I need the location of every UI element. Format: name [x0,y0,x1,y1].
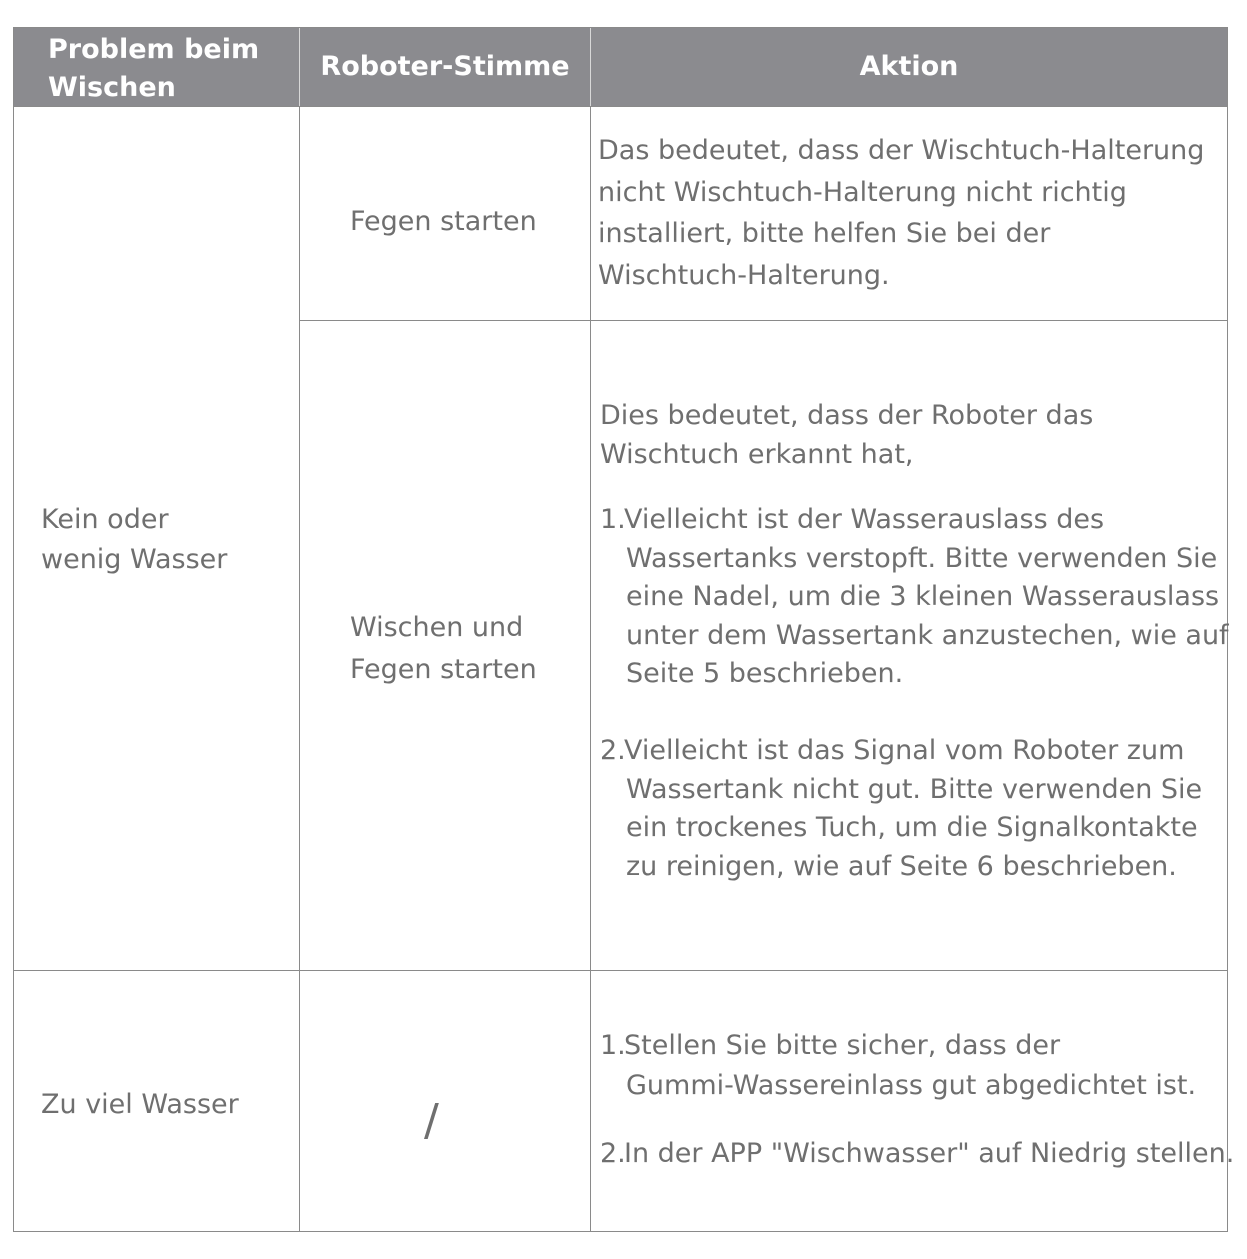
grid-line [300,320,1227,321]
problem-line: wenig Wasser [41,544,228,575]
action-line: unter dem Wassertank anzustechen, wie auf [626,619,1229,651]
grid-line [14,106,1227,107]
grid-line [299,106,300,1232]
action-cell-mop-holder [598,130,1204,296]
header-problem [48,31,288,107]
voice-line: Fegen starten [350,653,537,685]
voice-line: Wischen und [350,612,524,643]
action-line: Wischtuch erkannt hat, [600,439,914,470]
item-body [626,771,1202,887]
action-line [624,1026,1060,1066]
action-line [624,732,1184,771]
header-voice [300,48,590,88]
action-line [624,1134,1234,1174]
header-problem-line: Wischen [48,72,176,103]
action-line: zu reinigen, wie auf Seite 6 beschrieben. [626,850,1177,882]
item-number: 1. [600,504,626,535]
action-item-1 [600,1026,1220,1106]
voice-cell-sweep [350,202,537,242]
action-line: Vielleicht ist der Wasserauslass des [624,504,1105,535]
problem-cell-too-much-water [41,1085,239,1125]
item-body [626,1066,1196,1106]
action-line: In der APP "Wischwasser" auf Niedrig stellen. [624,1138,1235,1169]
voice-slash: / [424,1095,439,1146]
header-action-label: Aktion [859,51,959,82]
problem-line: Zu viel Wasser [41,1089,239,1120]
troubleshooting-table [13,27,1235,1232]
action-line: Vielleicht ist das Signal vom Roboter zum [624,735,1185,766]
action-line: Dies bedeutet, dass der Roboter das [600,400,1094,431]
action-line: Wassertanks verstopft. Bitte verwenden Sie [626,542,1218,574]
action-intro [600,396,1093,474]
problem-line: Kein oder [41,504,169,535]
grid-line [590,106,591,1232]
item-number: 1. [600,1030,626,1061]
action-item-1 [600,501,1229,696]
voice-cell-mop-sweep [350,607,537,690]
header-problem-line: Problem beim [48,34,260,65]
item-number: 2. [600,735,626,766]
action-item-2 [600,732,1220,892]
action-line: ein trockenes Tuch, um die Signalkontakte [626,812,1198,843]
action-line: Wischtuch-Halterung. [598,259,890,291]
action-line: Wassertank nicht gut. Bitte verwenden Sie [626,773,1203,805]
header-voice-label: Roboter-Stimme [320,51,570,82]
action-line: eine Nadel, um die 3 kleinen Wasserauslass [626,581,1220,612]
item-number: 2. [600,1138,626,1169]
action-item-2 [600,1134,1235,1174]
voice-line: Fegen starten [350,206,537,237]
problem-cell-low-water [41,500,227,580]
item-body [626,540,1229,694]
action-line: nicht Wischtuch-Halterung nicht richtig [598,176,1127,208]
action-line: Gummi-Wassereinlass gut abgedichtet ist. [626,1070,1197,1101]
action-line: Seite 5 beschrieben. [626,658,904,689]
action-line: installiert, bitte helfen Sie bei der [598,218,1051,249]
action-line [624,501,1104,540]
header-action [591,48,1227,88]
action-line: Stellen Sie bitte sicher, dass der [624,1030,1061,1061]
grid-line [14,970,1227,971]
action-line: Das bedeutet, dass der Wischtuch-Halterung [598,135,1205,166]
voice-cell-none [424,1094,439,1148]
